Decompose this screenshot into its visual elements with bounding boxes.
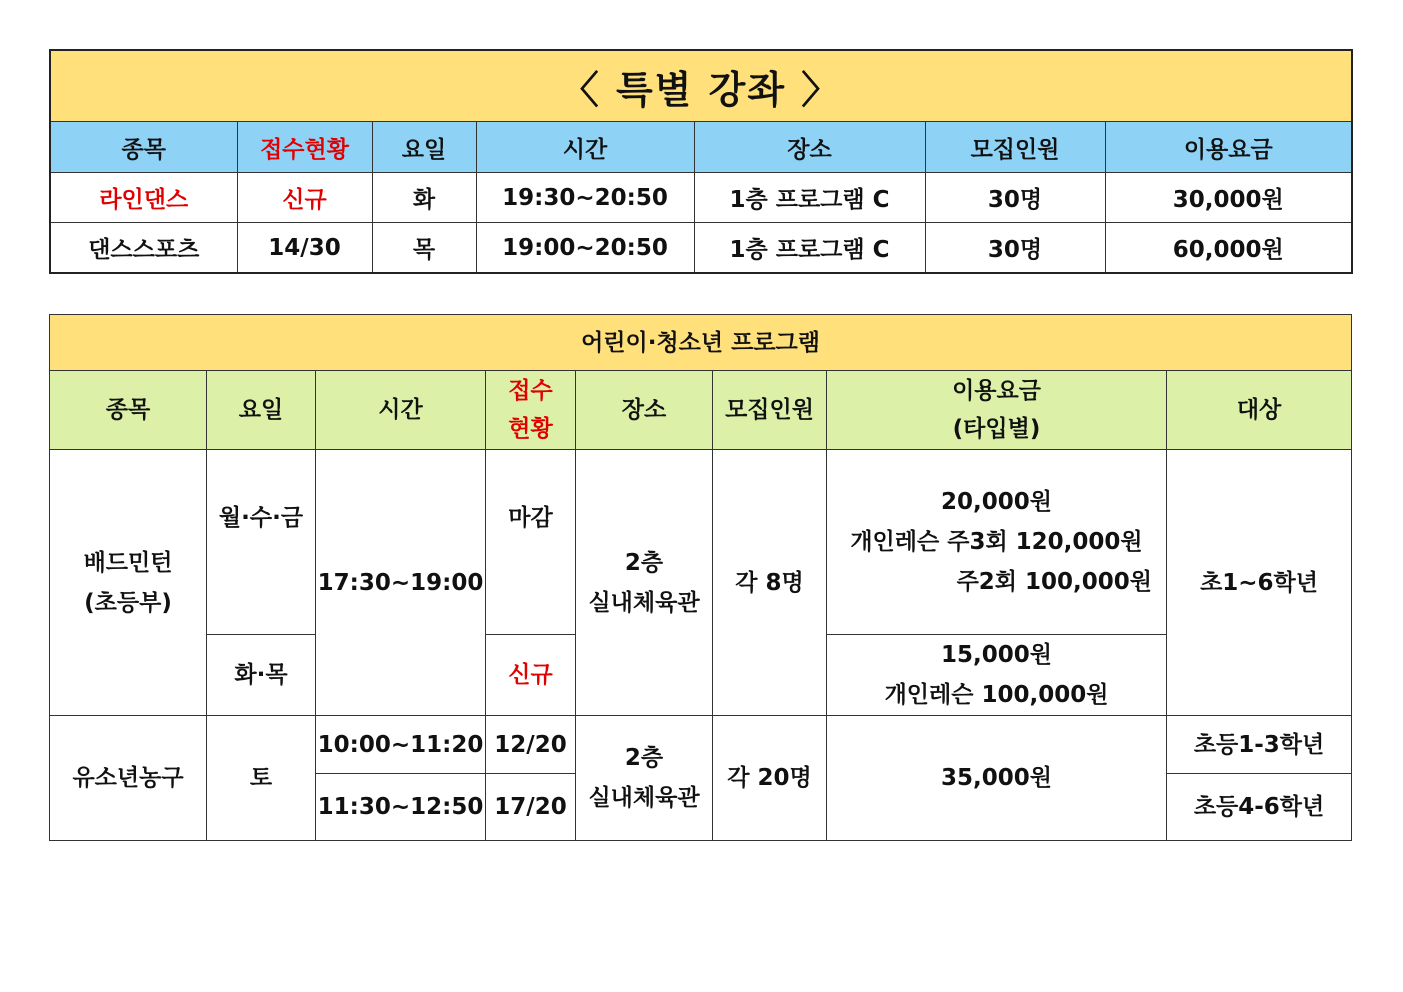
- youth-header-row: [50, 371, 1352, 450]
- cell-capacity: 각 20명: [713, 716, 827, 841]
- cell-time: 17:30~19:00: [316, 450, 486, 716]
- header-place: 장소: [694, 122, 925, 173]
- cell-place: [576, 450, 713, 716]
- fee-line: 주2회 100,000원: [956, 569, 1152, 595]
- cell-fee: [827, 635, 1167, 716]
- cell-day: 화: [372, 173, 476, 223]
- cell-day: 월·수·금: [207, 450, 316, 635]
- fee-line: 개인레슨 주3회 120,000원: [850, 529, 1143, 555]
- header-day: 요일: [372, 122, 476, 173]
- header-status-line2: 현황: [508, 416, 553, 442]
- event-division: (초등부): [84, 589, 172, 616]
- header-fee: 이용요금: [1105, 122, 1352, 173]
- header-day: 요일: [207, 371, 316, 450]
- cell-capacity: 각 8명: [713, 450, 827, 716]
- header-status: 접수현황: [237, 122, 372, 173]
- cell-fee: 35,000원: [827, 716, 1167, 841]
- header-event: 종목: [50, 122, 237, 173]
- cell-status: 신규: [237, 173, 372, 223]
- cell-event-badminton: [50, 450, 207, 716]
- place-floor: 2층: [624, 549, 664, 576]
- special-header-row: [50, 122, 1352, 173]
- table-row: [50, 450, 1352, 635]
- cell-time: 11:30~12:50: [316, 774, 486, 841]
- cell-status: 14/30: [237, 223, 372, 274]
- cell-fee: [827, 450, 1167, 635]
- header-time: 시간: [476, 122, 694, 173]
- cell-capacity: 30명: [925, 173, 1105, 223]
- youth-program-title: 어린이·청소년 프로그램: [50, 315, 1352, 371]
- cell-event: 라인댄스: [50, 173, 237, 223]
- cell-status: 12/20: [486, 716, 576, 774]
- youth-program-table: [49, 314, 1352, 841]
- table-row: [50, 223, 1352, 274]
- cell-event-basketball: 유소년농구: [50, 716, 207, 841]
- fee-line: 15,000원: [941, 642, 1052, 668]
- cell-day: 토: [207, 716, 316, 841]
- cell-time: 19:00~20:50: [476, 223, 694, 274]
- header-event: 종목: [50, 371, 207, 450]
- cell-status: 17/20: [486, 774, 576, 841]
- special-lecture-title: 〈 특별 강좌 〉: [50, 50, 1352, 122]
- header-place: 장소: [576, 371, 713, 450]
- cell-time: 19:30~20:50: [476, 173, 694, 223]
- cell-fee: 60,000원: [1105, 223, 1352, 274]
- header-fee-line1: 이용요금: [952, 378, 1041, 404]
- cell-status: 신규: [486, 635, 576, 716]
- cell-place: 1층 프로그램 C: [694, 173, 925, 223]
- cell-fee: 30,000원: [1105, 173, 1352, 223]
- table-row: [50, 716, 1352, 774]
- header-status-line1: 접수: [508, 378, 553, 404]
- header-capacity: 모집인원: [925, 122, 1105, 173]
- table-row: [50, 173, 1352, 223]
- cell-place: [576, 716, 713, 841]
- header-time: 시간: [316, 371, 486, 450]
- event-name: 배드민턴: [83, 549, 173, 576]
- header-target: 대상: [1167, 371, 1352, 450]
- fee-line: 개인레슨 100,000원: [884, 682, 1109, 708]
- cell-day: 목: [372, 223, 476, 274]
- place-name: 실내체육관: [588, 785, 700, 811]
- header-capacity: 모집인원: [713, 371, 827, 450]
- cell-place: 1층 프로그램 C: [694, 223, 925, 274]
- header-status: [486, 371, 576, 450]
- place-floor: 2층: [624, 745, 664, 771]
- cell-event: 댄스스포츠: [50, 223, 237, 274]
- special-lecture-table: [49, 49, 1353, 274]
- cell-day: 화·목: [207, 635, 316, 716]
- cell-capacity: 30명: [925, 223, 1105, 274]
- cell-status: 마감: [486, 450, 576, 635]
- cell-target: 초등1-3학년: [1167, 716, 1352, 774]
- header-fee: [827, 371, 1167, 450]
- place-name: 실내체육관: [588, 589, 700, 616]
- cell-target: 초등4-6학년: [1167, 774, 1352, 841]
- fee-line: 20,000원: [941, 489, 1052, 515]
- cell-target: 초1~6학년: [1167, 450, 1352, 716]
- header-fee-line2: (타입별): [952, 416, 1041, 442]
- cell-time: 10:00~11:20: [316, 716, 486, 774]
